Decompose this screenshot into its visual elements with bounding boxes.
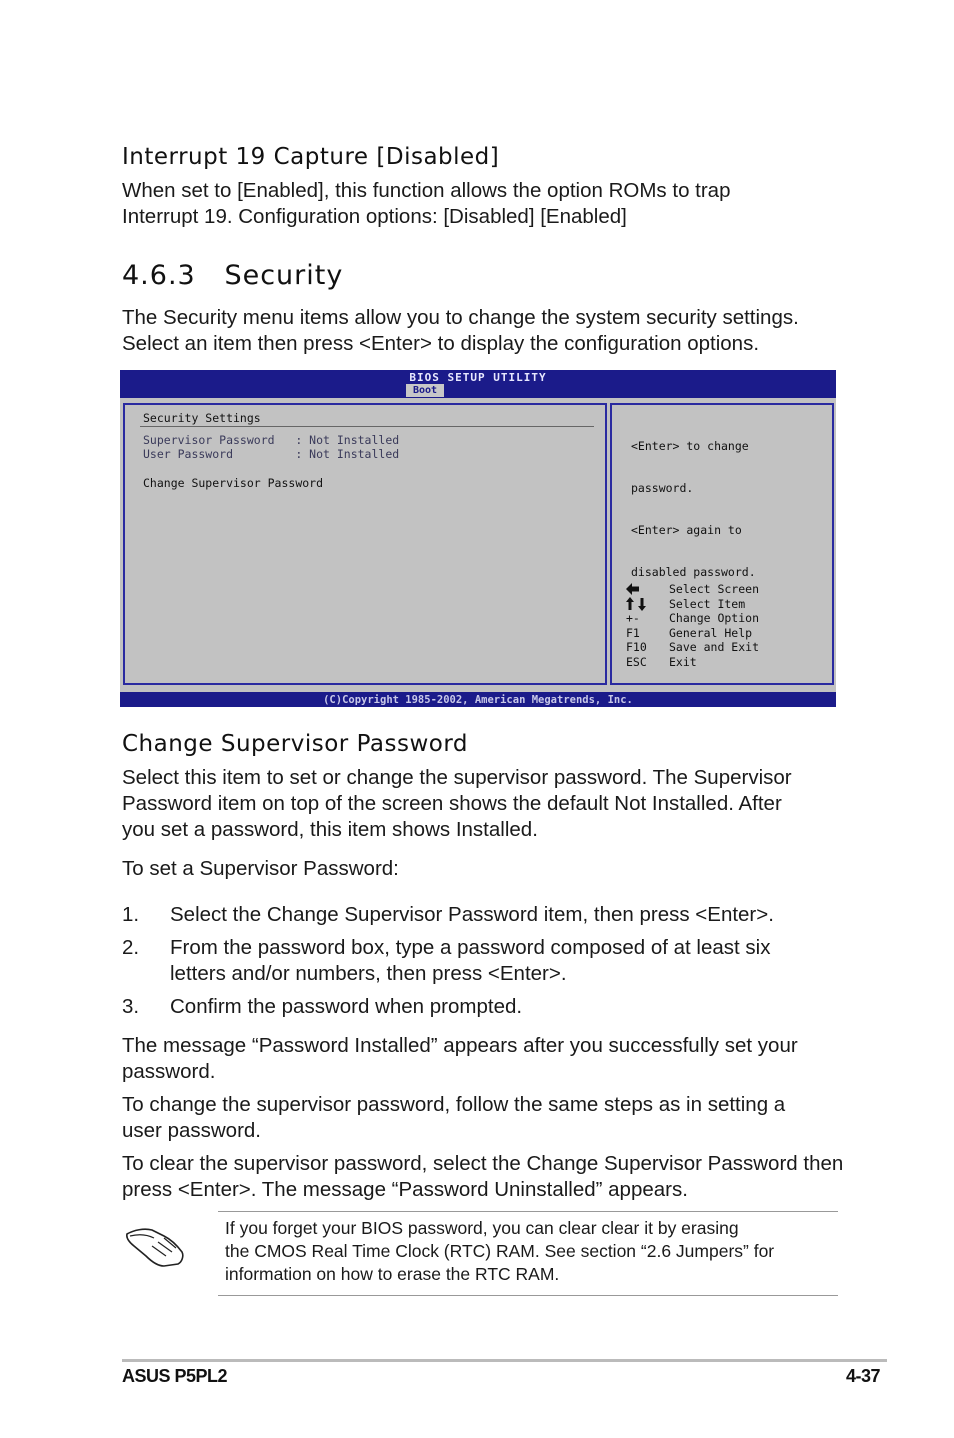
text-line: you set a password, this item shows Installed. <box>122 818 538 841</box>
step-number: 2. <box>122 936 140 959</box>
key-label: F10 <box>626 640 647 655</box>
footer-page-number: 4-37 <box>846 1366 881 1386</box>
key-row <box>626 582 826 597</box>
key-desc: Save and Exit <box>669 640 760 655</box>
note-bottom-rule <box>218 1295 838 1296</box>
bios-panel <box>120 398 836 692</box>
text-line: information on how to erase the RTC RAM. <box>225 1264 560 1284</box>
key-desc: Select Screen <box>669 582 760 596</box>
text-line: If you forget your BIOS password, you can clear clear it by erasing <box>225 1218 739 1238</box>
interrupt-heading: Interrupt 19 Capture [Disabled] <box>122 144 500 170</box>
text-line: The message “Password Installed” appears after you successfully set your <box>122 1034 798 1057</box>
text-line: Password item on top of the screen shows the default Not Installed. After <box>122 792 782 815</box>
key-label: F1 <box>626 625 640 640</box>
note-top-rule <box>218 1211 838 1212</box>
bios-key-legend <box>626 582 826 670</box>
text-line: password. <box>122 1060 216 1083</box>
text-line: letters and/or numbers, then press <Enter>. <box>170 962 567 985</box>
text-line: Interrupt 19. Configuration options: [Disabled] [Enabled] <box>122 205 627 228</box>
key-desc: Select Item <box>669 596 746 611</box>
text-line: When set to [Enabled], this function allows the option ROMs to trap <box>122 179 731 202</box>
bios-section-title: Security Settings <box>143 411 261 425</box>
key-row <box>626 611 826 626</box>
text-line: Select this item to set or change the supervisor password. The Supervisor <box>122 766 792 789</box>
key-row <box>626 626 826 641</box>
step-number: 1. <box>122 903 140 926</box>
step-number: 3. <box>122 995 140 1018</box>
text-line: The Security menu items allow you to change the system security settings. <box>122 306 799 329</box>
note-text <box>225 1217 774 1286</box>
bios-menu-change-supervisor-password[interactable]: Change Supervisor Password <box>143 476 324 490</box>
change-heading: Change Supervisor Password <box>122 731 469 757</box>
footer-rule <box>122 1359 887 1362</box>
step-2 <box>170 935 770 987</box>
change-password-paragraph <box>122 1092 785 1144</box>
text-line: From the password box, type a password composed of at least six <box>170 936 771 959</box>
text-line: To clear the supervisor password, select the Change Supervisor Password then <box>122 1152 844 1175</box>
step-3 <box>170 994 522 1020</box>
key-desc: General Help <box>669 625 753 640</box>
bios-screenshot <box>120 370 836 707</box>
security-heading: 4.6.3 Security <box>122 260 344 291</box>
text-line: To change the supervisor password, follow the same steps as in setting a <box>122 1093 786 1116</box>
clear-password-paragraph <box>122 1151 843 1203</box>
hand-note-icon <box>124 1222 186 1268</box>
security-description <box>122 305 799 357</box>
change-description <box>122 765 792 843</box>
interrupt-description <box>122 178 730 230</box>
key-label: ESC <box>626 654 647 669</box>
text-line: the CMOS Real Time Clock (RTC) RAM. See section “2.6 Jumpers” for <box>225 1241 775 1261</box>
help-line: <Enter> to change <box>631 439 749 453</box>
help-line: password. <box>631 481 694 495</box>
bios-item-supervisor-password: Supervisor Password : Not Installed <box>143 433 400 447</box>
steps-intro: To set a Supervisor Password: <box>122 857 399 880</box>
step-1 <box>170 902 774 928</box>
bios-copyright: (C)Copyright 1985-2002, American Megatrends, Inc. <box>323 694 633 706</box>
bios-divider <box>140 426 594 427</box>
key-desc: Change Option <box>669 611 760 626</box>
up-down-arrow-icon <box>626 597 648 611</box>
bios-title: BIOS SETUP UTILITY <box>409 371 547 384</box>
help-line: <Enter> again to <box>631 523 742 537</box>
footer-product: ASUS P5PL2 <box>122 1366 228 1386</box>
text-line: Confirm the password when prompted. <box>170 995 523 1018</box>
key-row <box>626 597 826 612</box>
text-line: Select the Change Supervisor Password item, then press <Enter>. <box>170 903 774 926</box>
bios-help-text <box>631 411 756 607</box>
key-row <box>626 655 826 670</box>
key-desc: Exit <box>669 654 697 669</box>
text-line: press <Enter>. The message “Password Uninstalled” appears. <box>122 1178 688 1201</box>
key-label: +- <box>626 611 640 626</box>
bios-tab-boot[interactable]: Boot <box>406 384 444 397</box>
bios-item-user-password: User Password : Not Installed <box>143 447 400 461</box>
text-line: Select an item then press <Enter> to display the configuration options. <box>122 332 760 355</box>
text-line: user password. <box>122 1119 262 1142</box>
installed-message-paragraph <box>122 1033 798 1085</box>
help-line: disabled password. <box>631 565 756 579</box>
key-row <box>626 640 826 655</box>
left-arrow-icon <box>626 583 640 595</box>
